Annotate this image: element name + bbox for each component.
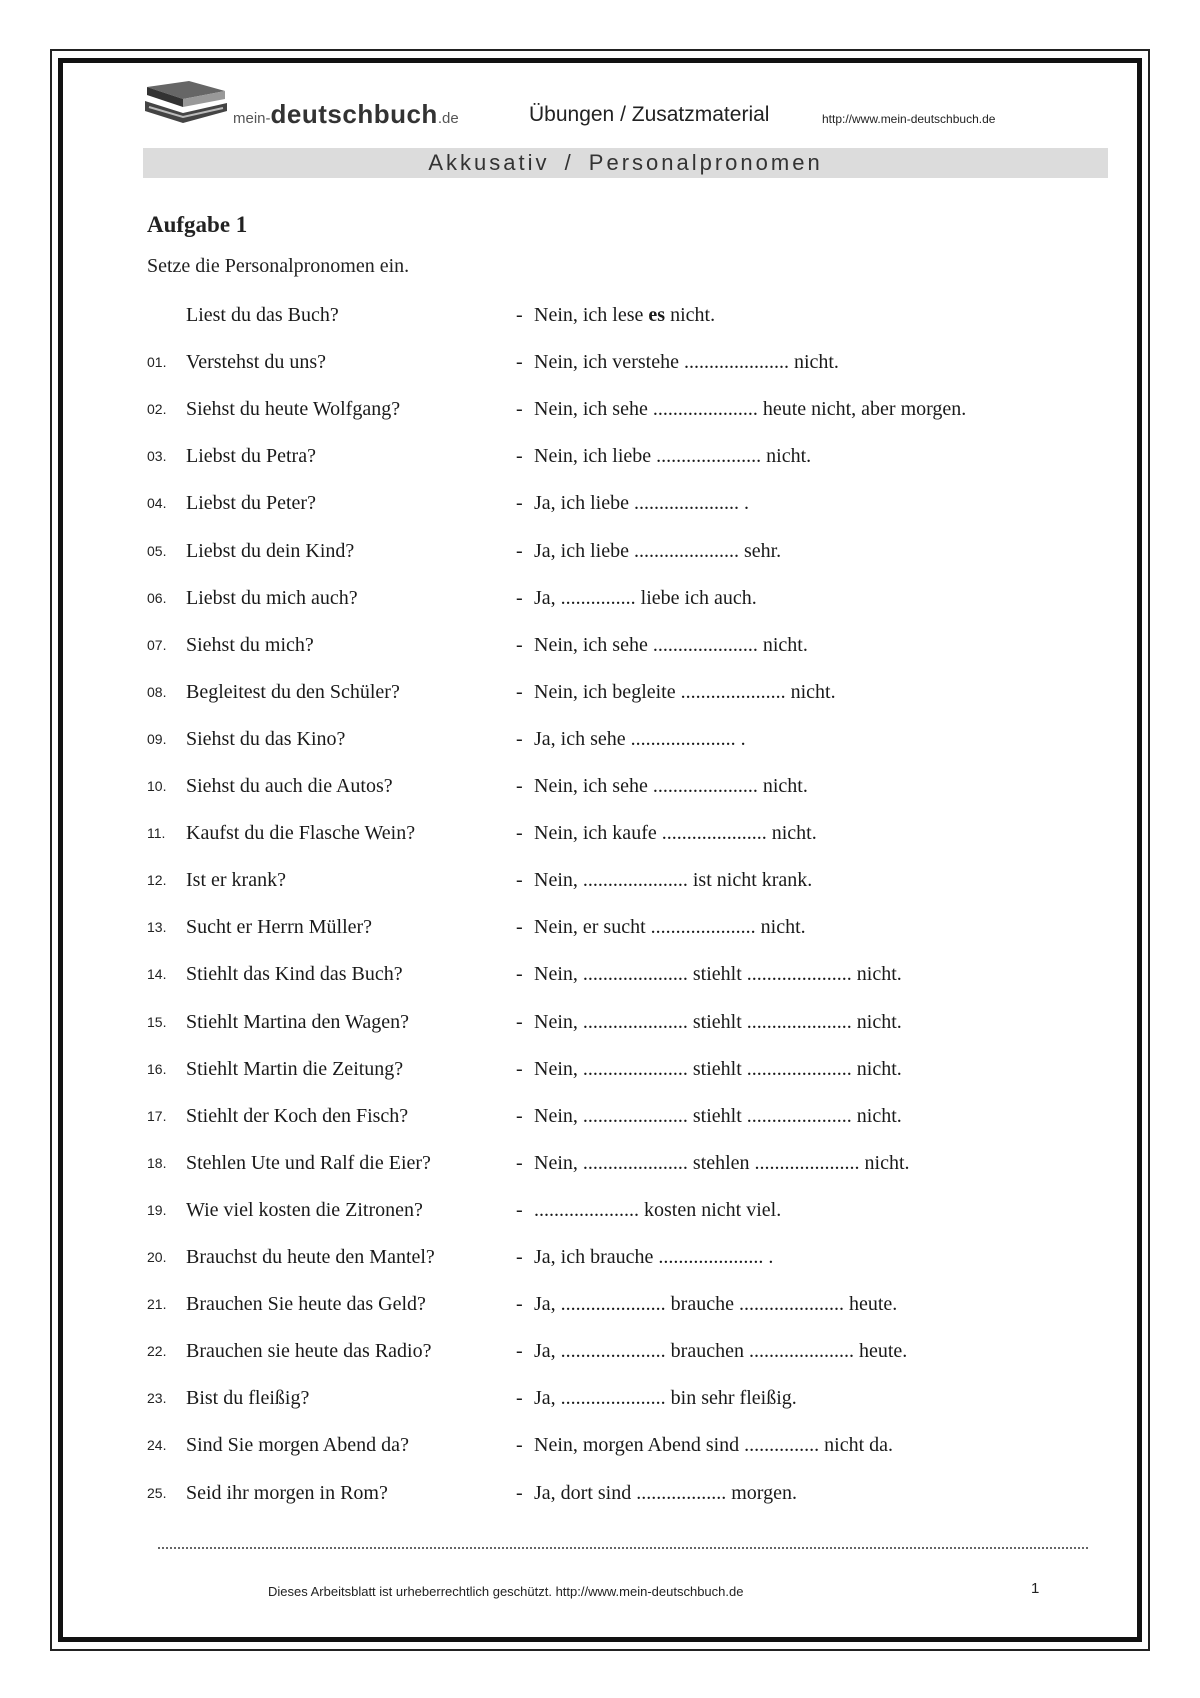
exercise-number: 11. [147, 825, 166, 841]
answer-dash: - [516, 963, 523, 985]
exercise-question: Siehst du mich? [186, 634, 314, 656]
exercise-number: 08. [147, 684, 167, 700]
answer-dash: - [516, 869, 523, 891]
exercise-number: 18. [147, 1155, 167, 1171]
exercise-number: 06. [147, 590, 167, 606]
exercise-question: Begleitest du den Schüler? [186, 681, 400, 703]
exercise-answer-blank[interactable]: Nein, ..................... stehlen ..................... nicht. [534, 1152, 910, 1174]
exercise-row [0, 1387, 1200, 1417]
exercise-answer-blank[interactable]: Ja, ..................... brauchen ..................... heute. [534, 1340, 908, 1362]
logo-prefix: mein- [233, 110, 271, 127]
exercise-row [0, 963, 1200, 993]
exercise-question: Sind Sie morgen Abend da? [186, 1434, 409, 1456]
example-answer-after: nicht. [665, 304, 716, 326]
exercise-number: 21. [147, 1296, 167, 1312]
exercise-question: Brauchst du heute den Mantel? [186, 1246, 435, 1268]
exercise-answer-blank[interactable]: Nein, ich sehe ..................... heute nicht, aber morgen. [534, 398, 967, 420]
exercise-number: 01. [147, 354, 167, 370]
exercise-row [0, 398, 1200, 428]
exercise-number: 13. [147, 919, 167, 935]
exercise-row [0, 492, 1200, 522]
exercise-row [0, 634, 1200, 664]
answer-dash: - [516, 1199, 523, 1221]
example-answer [534, 304, 715, 327]
exercise-row [0, 1434, 1200, 1464]
page-header [143, 75, 1108, 135]
exercise-question: Bist du fleißig? [186, 1387, 310, 1409]
exercise-question: Stehlen Ute und Ralf die Eier? [186, 1152, 431, 1174]
exercise-answer-blank[interactable]: Ja, ..................... bin sehr fleißig. [534, 1387, 797, 1409]
exercise-number: 02. [147, 401, 167, 417]
exercise-answer-blank[interactable]: Ja, ich liebe ..................... . [534, 492, 749, 514]
exercise-question: Siehst du auch die Autos? [186, 775, 393, 797]
example-answer-before: Nein, ich lese [534, 304, 649, 326]
exercise-answer-blank[interactable]: Nein, ..................... stiehlt ..................... nicht. [534, 963, 902, 985]
page-number: 1 [1031, 1580, 1040, 1597]
exercise-row [0, 1011, 1200, 1041]
answer-dash: - [516, 1340, 523, 1362]
answer-dash: - [516, 351, 523, 373]
exercise-number: 24. [147, 1437, 167, 1453]
exercise-row [0, 822, 1200, 852]
exercise-question: Wie viel kosten die Zitronen? [186, 1199, 423, 1221]
answer-dash: - [516, 1387, 523, 1409]
exercise-row [0, 1058, 1200, 1088]
exercise-row [0, 1199, 1200, 1229]
exercise-answer-blank[interactable]: Nein, ..................... ist nicht krank. [534, 869, 813, 891]
exercise-answer-blank[interactable]: Nein, ich kaufe ..................... nicht. [534, 822, 817, 844]
answer-dash: - [516, 634, 523, 656]
exercise-row [0, 869, 1200, 899]
exercise-number: 19. [147, 1202, 167, 1218]
exercise-answer-blank[interactable]: Nein, ..................... stiehlt ..................... nicht. [534, 1058, 902, 1080]
example-row [0, 304, 1200, 334]
exercise-question: Sucht er Herrn Müller? [186, 916, 373, 938]
exercise-question: Liebst du Peter? [186, 492, 316, 514]
header-subtitle: Übungen / Zusatzmaterial [529, 103, 770, 126]
task-instruction: Setze die Personalpronomen ein. [147, 255, 410, 277]
answer-dash: - [516, 398, 523, 420]
exercise-row [0, 587, 1200, 617]
exercise-question: Seid ihr morgen in Rom? [186, 1482, 388, 1504]
exercise-number: 12. [147, 872, 167, 888]
exercise-row [0, 1293, 1200, 1323]
exercise-question: Siehst du heute Wolfgang? [186, 398, 401, 420]
task-title: Aufgabe 1 [147, 212, 248, 237]
answer-dash: - [516, 681, 523, 703]
site-logo-text [233, 99, 459, 130]
exercise-answer-blank[interactable]: Nein, er sucht ..................... nicht. [534, 916, 806, 938]
exercise-number: 23. [147, 1390, 167, 1406]
exercise-number: 16. [147, 1061, 167, 1077]
exercise-row [0, 445, 1200, 475]
exercise-number: 04. [147, 495, 167, 511]
answer-dash: - [516, 1011, 523, 1033]
answer-dash: - [516, 587, 523, 609]
answer-dash: - [516, 916, 523, 938]
answer-dash: - [516, 1246, 523, 1268]
exercise-row [0, 1152, 1200, 1182]
exercise-question: Liebst du Petra? [186, 445, 316, 467]
answer-dash: - [516, 1434, 523, 1456]
exercise-number: 22. [147, 1343, 167, 1359]
exercise-question: Kaufst du die Flasche Wein? [186, 822, 416, 844]
exercise-question: Brauchen Sie heute das Geld? [186, 1293, 426, 1315]
exercise-answer-blank[interactable]: Nein, ich sehe ..................... nicht. [534, 634, 808, 656]
exercise-row [0, 1105, 1200, 1135]
exercise-number: 15. [147, 1014, 167, 1030]
exercise-answer-blank[interactable]: Nein, ich liebe ..................... nicht. [534, 445, 812, 467]
answer-dash: - [516, 1058, 523, 1080]
exercise-question: Stiehlt Martin die Zeitung? [186, 1058, 404, 1080]
answer-dash: - [516, 304, 523, 326]
book-stack-icon [143, 77, 229, 129]
footer-divider [158, 1547, 1088, 1549]
header-url-link[interactable]: http://www.mein-deutschbuch.de [822, 112, 996, 126]
exercise-number: 09. [147, 731, 167, 747]
exercise-question: Stiehlt Martina den Wagen? [186, 1011, 409, 1033]
exercise-answer-blank[interactable]: Ja, ............... liebe ich auch. [534, 587, 757, 609]
exercise-answer-blank[interactable]: Nein, morgen Abend sind ............... nicht da. [534, 1434, 894, 1456]
exercise-answer-blank[interactable]: Nein, ich sehe ..................... nicht. [534, 775, 808, 797]
exercise-question: Verstehst du uns? [186, 351, 326, 373]
exercise-answer-blank[interactable]: Ja, ..................... brauche ..................... heute. [534, 1293, 898, 1315]
exercise-answer-blank[interactable]: ..................... kosten nicht viel. [534, 1199, 782, 1221]
answer-dash: - [516, 1152, 523, 1174]
exercise-answer-blank[interactable]: Ja, ich liebe ..................... sehr. [534, 540, 782, 562]
example-question: Liest du das Buch? [186, 304, 339, 326]
answer-dash: - [516, 1482, 523, 1504]
exercise-question: Stiehlt der Koch den Fisch? [186, 1105, 409, 1127]
exercise-question: Stiehlt das Kind das Buch? [186, 963, 403, 985]
exercise-question: Liebst du mich auch? [186, 587, 358, 609]
logo-main: deutschbuch [270, 99, 438, 129]
exercise-answer-blank[interactable]: Ja, ich sehe ..................... . [534, 728, 746, 750]
exercise-question: Liebst du dein Kind? [186, 540, 355, 562]
exercise-question: Ist er krank? [186, 869, 286, 891]
example-answer-pronoun: es [648, 304, 666, 326]
exercise-number: 14. [147, 966, 167, 982]
topic-banner: Akkusativ / Personalpronomen [143, 148, 1108, 178]
exercise-question: Siehst du das Kino? [186, 728, 346, 750]
exercise-number: 07. [147, 637, 167, 653]
exercise-row [0, 540, 1200, 570]
exercise-number: 10. [147, 778, 167, 794]
answer-dash: - [516, 492, 523, 514]
exercise-answer-blank[interactable]: Ja, dort sind .................. morgen. [534, 1482, 797, 1504]
exercise-row [0, 1340, 1200, 1370]
exercise-answer-blank[interactable]: Nein, ich verstehe ..................... nicht. [534, 351, 839, 373]
exercise-number: 03. [147, 448, 167, 464]
exercise-row [0, 681, 1200, 711]
answer-dash: - [516, 728, 523, 750]
exercise-row [0, 1246, 1200, 1276]
answer-dash: - [516, 1105, 523, 1127]
exercise-row [0, 775, 1200, 805]
footer-copyright: Dieses Arbeitsblatt ist urheberrechtlich geschützt. http://www.mein-deutschbuch.de [268, 1584, 744, 1599]
answer-dash: - [516, 540, 523, 562]
exercise-number: 05. [147, 543, 167, 559]
exercise-question: Brauchen sie heute das Radio? [186, 1340, 432, 1362]
exercise-number: 25. [147, 1485, 167, 1501]
answer-dash: - [516, 445, 523, 467]
answer-dash: - [516, 775, 523, 797]
logo-suffix: .de [437, 110, 459, 127]
answer-dash: - [516, 1293, 523, 1315]
exercise-answer-blank[interactable]: Nein, ..................... stiehlt ..................... nicht. [534, 1105, 902, 1127]
exercise-number: 17. [147, 1108, 167, 1124]
answer-dash: - [516, 822, 523, 844]
exercise-row [0, 916, 1200, 946]
exercise-number: 20. [147, 1249, 167, 1265]
exercise-row [0, 351, 1200, 381]
exercise-answer-blank[interactable]: Nein, ich begleite ..................... nicht. [534, 681, 836, 703]
exercise-answer-blank[interactable]: Ja, ich brauche ..................... . [534, 1246, 774, 1268]
exercise-row [0, 728, 1200, 758]
exercise-answer-blank[interactable]: Nein, ..................... stiehlt ..................... nicht. [534, 1011, 902, 1033]
exercise-row [0, 1482, 1200, 1512]
